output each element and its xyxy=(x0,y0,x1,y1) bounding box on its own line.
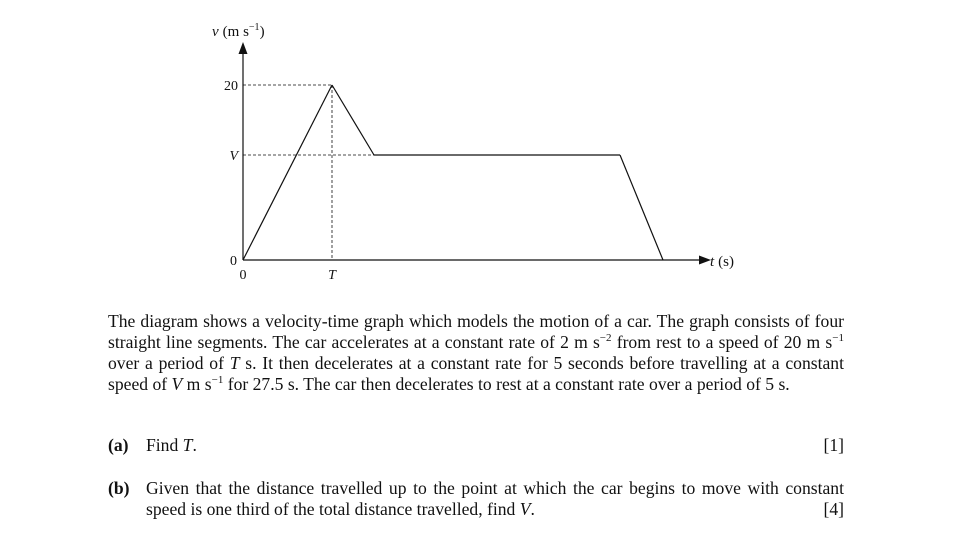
question-a-text: Find T. xyxy=(146,435,197,455)
question-b xyxy=(108,478,844,522)
y-tick-0: 0 xyxy=(230,254,237,269)
y-tick-V: V xyxy=(229,149,238,164)
segment-decelerate-2 xyxy=(620,155,663,260)
question-b-text: Given that the distance travelled up to the point at which the car begins to move with constant speed is one third of the total distance travelled, find V. xyxy=(146,478,844,519)
segment-accelerate xyxy=(243,85,332,260)
question-stem: The diagram shows a velocity-time graph which models the motion of a car. The graph consists of four straight line segments. The car accelerates at a constant rate of 2 m $s^{-2}$ from rest to a speed of 20 m $s^{-1}$ over a period of T s. It then decelerates at a constant rate for 5 seconds before travelling at a constant speed of V m $s^{-1}$ for 27.5 s. The car then decelerates to rest at a constant rate over a period of 5 s. xyxy=(108,311,844,394)
y-axis-label: v (m $s^{-1}$) xyxy=(212,22,265,40)
segment-decelerate-1 xyxy=(332,85,374,155)
x-tick-T: T xyxy=(328,268,336,283)
question-a xyxy=(108,435,844,459)
question-a-label: (a) xyxy=(108,435,129,455)
x-axis-label: t (s) xyxy=(710,254,734,270)
question-a-marks: [1] xyxy=(823,435,844,455)
y-axis-arrowhead xyxy=(239,42,248,54)
x-tick-0: 0 xyxy=(239,268,247,283)
y-tick-20: 20 xyxy=(224,79,238,94)
question-b-label: (b) xyxy=(108,478,130,498)
question-b-marks: [4] xyxy=(823,499,844,519)
